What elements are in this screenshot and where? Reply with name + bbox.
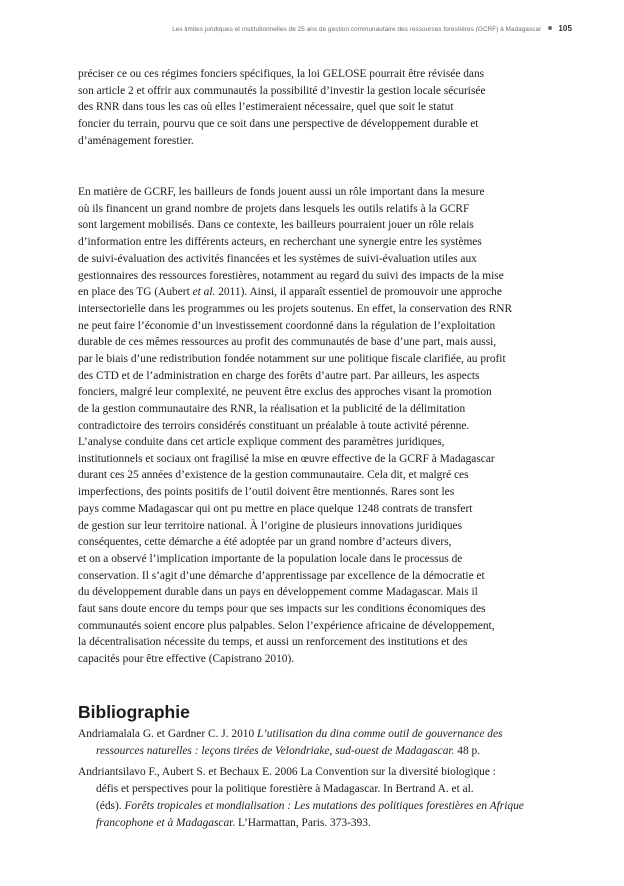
bibliography-list [78,726,562,836]
text-line [78,284,562,301]
bullet-separator-icon [548,26,552,30]
italic-segment: francophone et à Madagasca [96,816,230,829]
text-line: d’information entre les différents acteurs, en recherchant une synergie entre les systèmes [78,236,482,249]
paragraph-1 [78,66,562,150]
running-header [80,24,572,33]
text-line: communautés soient encore plus palpables. Selon l’expérience africaine de développement, [78,619,495,632]
text-line: préciser ce ou ces régimes fonciers spécifiques, la loi GELOSE pourrait être révisée dans [78,68,485,80]
text-line: sont largement mobilisés. Dans ce contexte, les bailleurs pourraient jouer un rôle relais [78,219,474,232]
text-line: défis et perspectives pour la politique forestière à Madagascar. In Bertrand A. et al. [96,783,474,796]
text-line: Andriantsilavo F., Aubert S. et Bechaux E. 2006 La Convention sur la diversité biologique : [78,766,496,779]
text-line: de la gestion communautaire des RNR, la réalisation et la publicité de la délimitation [78,403,466,416]
text-line: des RNR dans tous les cas où elles l’estimeraient nécessaire, quel que soit le statut [78,101,454,114]
bibliography-heading: Bibliographie [78,702,190,722]
text-segment: 48 p. [454,744,481,757]
text-line: de suivi-évaluation des activités financées et les systèmes de suivi-évaluation utiles aux [78,252,477,265]
bibliography-entry [78,764,562,831]
paragraph-3 [78,434,562,668]
text-line: capacités pour être effective (Capistrano 2010). [78,653,295,666]
italic-segment: et al. [192,286,216,299]
bibliography-entry [78,726,562,759]
text-line: contradictoire des terroirs considérés constituant un préalable à toute activité pérenne. [78,419,470,432]
text-line: gestionnaires des ressources forestières, notamment au regard du suivi des impacts de la mise [78,269,504,282]
text-line: d’aménagement forestier. [78,134,194,147]
text-line: ne peut faire l’économie d’un investissement coordonné dans la régulation de l’exploitation [78,319,496,332]
text-line [78,726,562,743]
text-line: En matière de GCRF, les bailleurs de fonds jouent aussi un rôle important dans la mesure [78,186,485,198]
text-line: son article 2 et offrir aux communautés la possibilité d’investir la gestion locale sécurisée [78,84,486,97]
text-segment: (éds). [96,799,125,812]
text-line: pays comme Madagascar qui ont pu mettre en place quelque 1248 contrats de transfert [78,502,473,515]
text-line: imperfections, des points positifs de l’outil doivent être mentionnés. Rares sont les [78,486,455,499]
text-line: durable de ces mêmes ressources au profit des communautés de base d’une part, mais aussi, [78,336,497,349]
text-line: institutionnels et sociaux ont fragilisé la mise en œuvre effective de la GCRF à Madagascar [78,452,495,465]
text-line: du développement durable dans un pays en développement comme Madagascar. Mais il [78,586,478,599]
text-line: conservation. Il s’agit d’une démarche d’apprentissage par excellence de la démocratie et [78,569,485,582]
text-line: conséquentes, cette démarche a été adoptée par un grand nombre d’acteurs divers, [78,536,452,549]
text-line [78,798,562,815]
text-line: des CTD et de l’administration en charge des forêts d’autre part. Par ailleurs, les aspects [78,369,480,382]
text-line: par le biais d’une redistribution fondée notamment sur une politique fiscale clarifiée, au profit [78,353,506,366]
page-number: 105 [558,24,572,33]
text-line: fonciers, malgré leur complexité, ne peuvent être exclus des approches visant la promotion [78,386,492,399]
text-line: de gestion sur leur territoire national. À l’origine de plusieurs innovations juridiques [78,519,463,532]
text-segment: Andriamalala G. et Gardner C. J. 2010 [78,728,258,740]
text-line: durant ces 25 années d’existence de la gestion communautaire. Cela dit, et malgré ces [78,469,469,482]
text-segment: r. L’Harmattan, Paris. 373-393. [229,816,371,829]
italic-segment: Forêts tropicales et mondialisation : Les mutations des politiques forestières en Afrique [124,799,524,812]
italic-segment: ressources naturelles : leçons tirées de Velondriake, sud-ouest de Madagascar. [96,744,455,757]
text-segment: en place des TG (Aubert [78,286,193,299]
text-line [78,743,562,760]
running-title: Les limites juridiques et institutionnelles de 25 ans de gestion communautaire des ressources forestières (GCRF) à Madagascar [172,26,542,33]
text-segment: 2011). Ainsi, il apparaît essentiel de promouvoir une approche [215,286,502,299]
text-line: où ils financent un grand nombre de projets dans lesquels les outils relatifs à la GCRF [78,202,470,215]
paragraph-2 [78,184,562,435]
text-line: et on a observé l’implication importante de la population locale dans le processus de [78,552,463,565]
text-line: la décentralisation nécessite du temps, et aussi un renforcement des institutions et des [78,636,468,649]
italic-segment: L’utilisation du dina comme outil de gouvernance des [257,728,503,740]
text-line: faut sans doute encore du temps pour que ses impacts sur les conditions économiques des [78,603,486,616]
text-line: L’analyse conduite dans cet article explique comment des paramètres juridiques, [78,436,445,448]
text-line: foncier du terrain, pourvu que ce soit dans une perspective de développement durable et [78,118,479,131]
text-line [78,815,562,832]
text-line: intersectorielle dans les programmes ou les projets soutenus. En effet, la conservation des RNR [78,302,513,315]
